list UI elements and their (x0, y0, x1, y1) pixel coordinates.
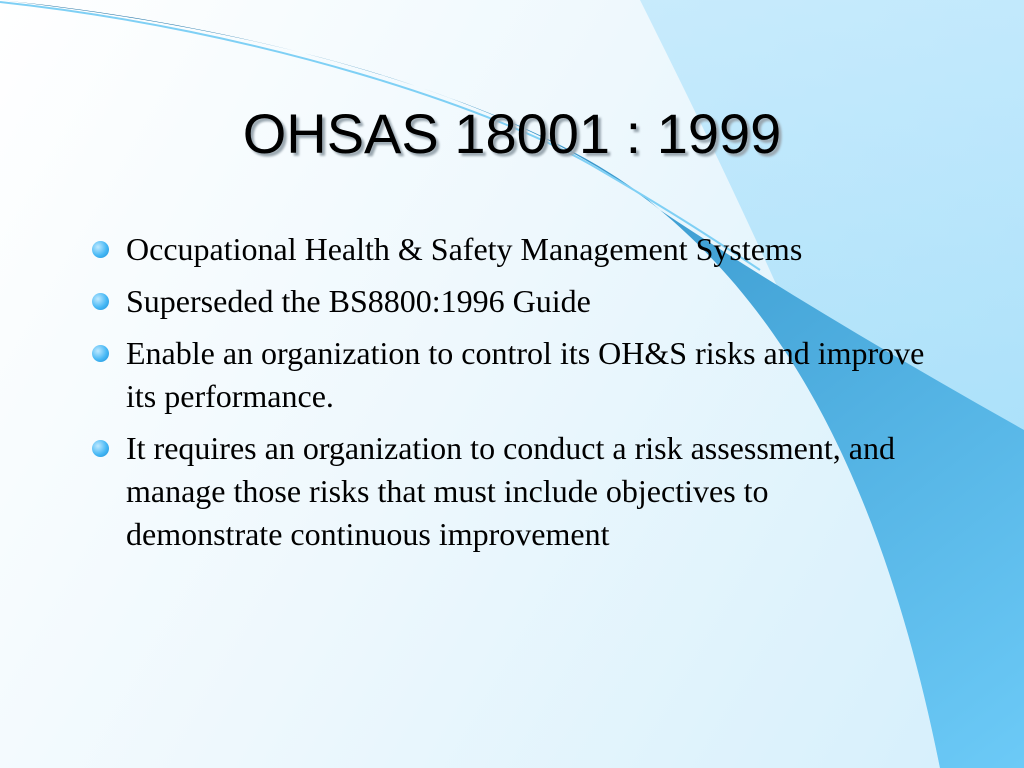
bullet-item-2 (88, 280, 928, 323)
bullet-list (88, 228, 928, 565)
bullet-item-4 (88, 427, 928, 556)
bullet-dot-icon (92, 345, 109, 362)
bullet-dot-icon (92, 241, 109, 258)
slide-title: OHSAS 18001 : 1999 (242, 102, 782, 165)
bullet-item-3 (88, 332, 928, 418)
bullet-text-1: Occupational Health & Safety Management Systems (126, 231, 803, 267)
bullet-item-1 (88, 228, 928, 271)
bullet-text-4: It requires an organization to conduct a risk assessment, and manage those risks that must include objectives to demonstrate continuous improvement (126, 430, 895, 552)
bullet-text-2: Superseded the BS8800:1996 Guide (126, 283, 591, 319)
bullet-dot-icon (92, 440, 109, 457)
bullet-dot-icon (92, 293, 109, 310)
bullet-text-3: Enable an organization to control its OH&S risks and improve its performance. (126, 335, 925, 414)
